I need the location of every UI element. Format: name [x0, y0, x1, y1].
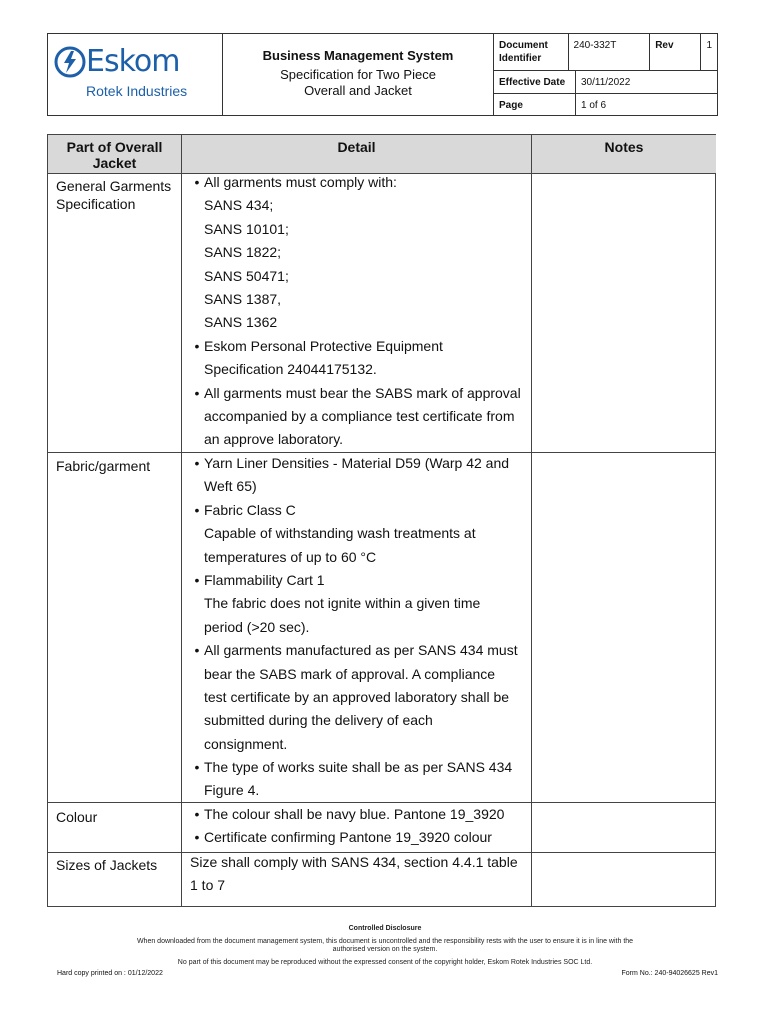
- row-label-fabric: Fabric/garment: [56, 458, 151, 474]
- detail-line: [190, 592, 530, 615]
- col-header-notes: Notes: [532, 135, 716, 173]
- bullet-icon: •: [194, 174, 200, 190]
- column-divider: [531, 135, 532, 906]
- detail-line: [190, 265, 530, 288]
- logo-cell: [48, 34, 223, 115]
- meta-row-page: [494, 94, 717, 116]
- detail-line: [190, 709, 530, 732]
- bullet-icon: •: [194, 455, 200, 471]
- footer-title: Controlled Disclosure: [348, 925, 422, 932]
- page-value: 1 of 6: [581, 99, 607, 111]
- row-label-sizes: Sizes of Jackets: [56, 857, 158, 873]
- detail-text: Capable of withstanding wash treatments at: [204, 525, 476, 542]
- bullet-item: [190, 639, 530, 662]
- bullet-item: [190, 756, 530, 779]
- detail-text: Specification 24044175132.: [204, 361, 377, 378]
- meta-cell: [494, 34, 717, 115]
- detail-line: [190, 428, 530, 451]
- column-divider: [181, 135, 182, 906]
- footer-form-number: Form No.: 240-94026625 Rev1: [621, 970, 718, 977]
- detail-line: [190, 405, 530, 428]
- footer-copyright: No part of this document may be reproduced without the expressed consent of the copyright holder, Eskom Rotek Industries SOC Ltd.: [177, 959, 593, 966]
- detail-text: SANS 1387,: [204, 290, 282, 307]
- detail-text: The type of works suite shall be as per SANS 434: [204, 759, 513, 776]
- row-label-general: General Garments Specification: [56, 178, 172, 212]
- detail-text: SANS 10101;: [204, 220, 289, 237]
- detail-text: All garments manufactured as per SANS 434 must: [204, 642, 518, 659]
- detail-text: an approve laboratory.: [204, 431, 344, 448]
- bullet-icon: •: [194, 384, 200, 401]
- detail-text: Figure 4.: [204, 782, 260, 799]
- document-header: [47, 33, 718, 116]
- spec-title: Specification for Two Piece Overall and Jacket: [280, 67, 436, 98]
- system-title-cell: [223, 34, 494, 115]
- footer-disclaimer-2: authorised version on the system.: [332, 946, 438, 953]
- detail-text: SANS 1822;: [204, 244, 282, 261]
- bullet-item: [190, 499, 530, 522]
- meta-row-doc-id: [494, 34, 717, 71]
- detail-text: The colour shall be navy blue. Pantone 19_3920: [204, 806, 505, 822]
- bullet-item: [190, 826, 530, 849]
- detail-line: [190, 733, 530, 756]
- detail-line: [190, 358, 530, 381]
- detail-text: All garments must comply with:: [204, 174, 397, 190]
- footer-printed-date: Hard copy printed on : 01/12/2022: [57, 970, 163, 977]
- bullet-item: [190, 452, 530, 475]
- effective-date-value: 30/11/2022: [581, 76, 631, 88]
- detail-line: [190, 194, 530, 217]
- detail-line: [190, 874, 530, 897]
- logo-brand-text: Eskom: [86, 44, 180, 79]
- row-label-colour: Colour: [56, 809, 98, 825]
- page-label: Page: [494, 94, 576, 116]
- detail-line: [190, 851, 530, 874]
- detail-text: Flammability Cart 1: [204, 571, 325, 588]
- detail-text: test certificate by an approved laboratory shall be: [204, 688, 510, 705]
- col-header-part: Part of Overall Jacket: [48, 135, 181, 173]
- detail-line: [190, 522, 530, 545]
- detail-text: submitted during the delivery of each: [204, 712, 433, 729]
- detail-text: Size shall comply with SANS 434, section 4.4.1 table: [190, 854, 518, 870]
- detail-line: [190, 779, 530, 802]
- detail-line: [190, 218, 530, 241]
- bullet-icon: •: [194, 501, 200, 518]
- detail-text: bear the SABS mark of approval. A compliance: [204, 665, 496, 682]
- bullet-item: [190, 335, 530, 358]
- detail-line: [190, 311, 530, 334]
- detail-text: Eskom Personal Protective Equipment: [204, 337, 443, 354]
- detail-line: [190, 546, 530, 569]
- detail-text: SANS 1362: [204, 314, 278, 331]
- bullet-icon: •: [194, 571, 200, 588]
- doc-id-label: Document Identifier: [494, 34, 569, 70]
- row-detail-fabric: [190, 452, 530, 803]
- detail-line: [190, 475, 530, 498]
- row-detail-sizes: [190, 851, 530, 898]
- spec-table: [47, 134, 716, 907]
- eskom-logo-icon: [54, 46, 86, 78]
- doc-id-value: 240-332T: [569, 34, 651, 70]
- detail-text: Fabric Class C: [204, 501, 296, 518]
- detail-text: 1 to 7: [190, 877, 226, 894]
- rev-value: 1: [706, 40, 712, 51]
- detail-text: temperatures of up to 60 °C: [204, 548, 377, 565]
- detail-line: [190, 241, 530, 264]
- detail-text: Yarn Liner Densities - Material D59 (Warp 42 and: [204, 455, 510, 471]
- bullet-icon: •: [194, 642, 200, 659]
- detail-text: The fabric does not ignite within a given time: [204, 595, 481, 612]
- detail-line: [190, 616, 530, 639]
- footer-disclaimer-1: When downloaded from the document management system, this document is uncontrolled and the responsibility rests with the user to ensure it is in line with the: [136, 938, 634, 945]
- effective-date-label: Effective Date: [494, 71, 576, 93]
- bullet-item: [190, 382, 530, 405]
- bullet-icon: •: [194, 337, 200, 354]
- detail-text: consignment.: [204, 735, 288, 752]
- bullet-item: [190, 171, 530, 194]
- detail-text: Certificate confirming Pantone 19_3920 colour: [204, 829, 492, 846]
- detail-line: [190, 288, 530, 311]
- bullet-item: [190, 803, 530, 826]
- logo-sub-text: Rotek Industries: [86, 83, 188, 99]
- bullet-icon: •: [194, 759, 200, 776]
- bullet-icon: •: [194, 829, 200, 846]
- detail-text: All garments must bear the SABS mark of approval: [204, 384, 521, 401]
- bullet-item: [190, 569, 530, 592]
- detail-text: Weft 65): [204, 478, 257, 495]
- row-detail-general: [190, 171, 530, 452]
- row-detail-colour: [190, 803, 530, 850]
- detail-line: [190, 663, 530, 686]
- meta-row-effective: [494, 71, 717, 94]
- col-header-detail: Detail: [182, 135, 531, 173]
- detail-line: [190, 686, 530, 709]
- detail-text: accompanied by a compliance test certificate from: [204, 407, 515, 424]
- detail-text: SANS 434;: [204, 197, 274, 214]
- bullet-icon: •: [194, 806, 200, 822]
- detail-text: period (>20 sec).: [204, 618, 310, 635]
- detail-text: SANS 50471;: [204, 267, 289, 284]
- system-title: Business Management System: [262, 48, 454, 63]
- rev-label: Rev: [650, 34, 701, 70]
